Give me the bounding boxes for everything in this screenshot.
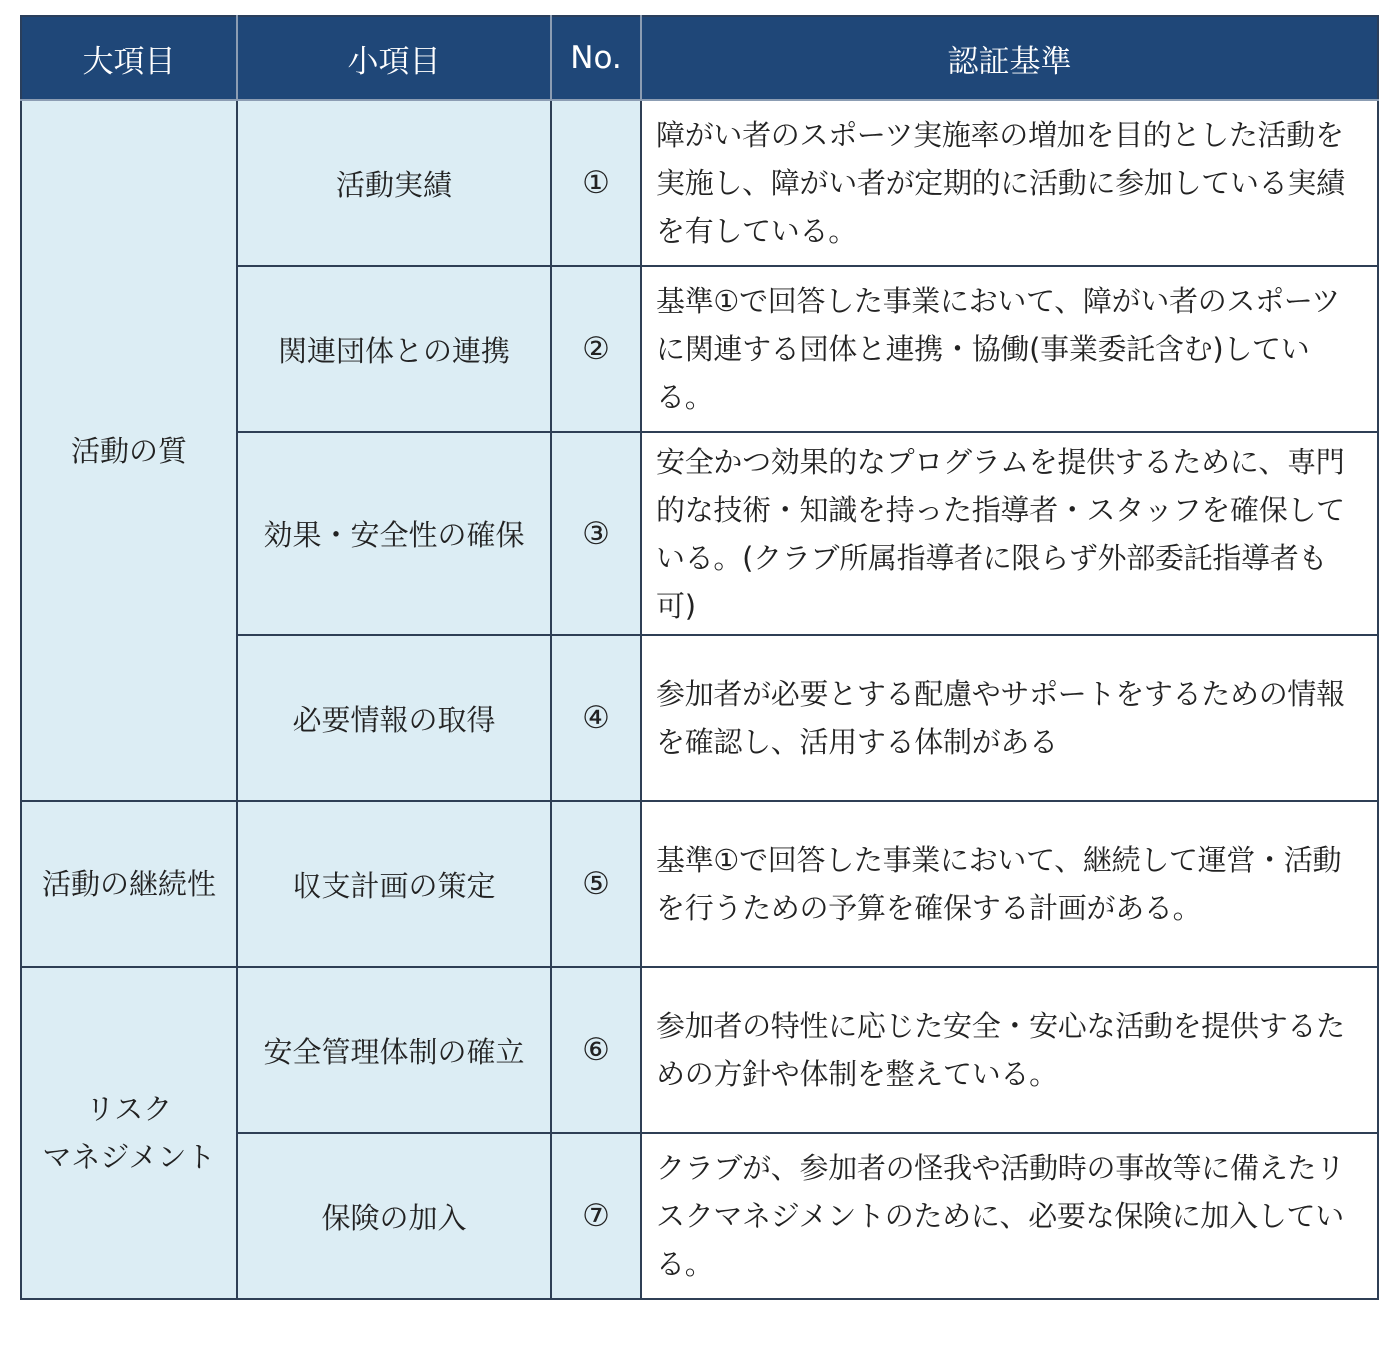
item-number: ⑥	[551, 967, 641, 1133]
criteria-text: 安全かつ効果的なプログラムを提供するために、専門的な技術・知識を持った指導者・スタッフを確保している。(クラブ所属指導者に限らず外部委託指導者も可)	[641, 432, 1378, 635]
minor-item: 保険の加入	[237, 1133, 551, 1299]
criteria-text: 参加者の特性に応じた安全・安心な活動を提供するための方針や体制を整えている。	[641, 967, 1378, 1133]
minor-item: 収支計画の策定	[237, 801, 551, 967]
table-header	[21, 16, 1378, 100]
minor-item: 活動実績	[237, 100, 551, 266]
table-row	[21, 100, 1378, 266]
minor-item: 安全管理体制の確立	[237, 967, 551, 1133]
item-number: ①	[551, 100, 641, 266]
criteria-text: 基準①で回答した事業において、継続して運営・活動を行うための予算を確保する計画がある。	[641, 801, 1378, 967]
criteria-text: 障がい者のスポーツ実施率の増加を目的とした活動を実施し、障がい者が定期的に活動に参加している実績を有している。	[641, 100, 1378, 266]
item-number: ④	[551, 635, 641, 801]
item-number: ②	[551, 266, 641, 432]
criteria-text: クラブが、参加者の怪我や活動時の事故等に備えたリスクマネジメントのために、必要な保険に加入している。	[641, 1133, 1378, 1299]
table-row	[21, 967, 1378, 1133]
header-criteria: 認証基準	[641, 16, 1378, 100]
table-body	[21, 100, 1378, 1299]
major-category-continuity: 活動の継続性	[21, 801, 237, 967]
criteria-text: 参加者が必要とする配慮やサポートをするための情報を確認し、活用する体制がある	[641, 635, 1378, 801]
header-minor: 小項目	[237, 16, 551, 100]
certification-criteria-table	[20, 15, 1379, 1300]
header-major: 大項目	[21, 16, 237, 100]
major-label-line2: マネジメント	[42, 1140, 216, 1174]
minor-item: 関連団体との連携	[237, 266, 551, 432]
major-category-risk-management	[21, 967, 237, 1299]
header-row	[21, 16, 1378, 100]
major-label-line1: リスク	[85, 1092, 173, 1126]
item-number: ⑤	[551, 801, 641, 967]
item-number: ③	[551, 432, 641, 635]
table-row	[21, 801, 1378, 967]
minor-item: 効果・安全性の確保	[237, 432, 551, 635]
item-number: ⑦	[551, 1133, 641, 1299]
major-category-quality: 活動の質	[21, 100, 237, 801]
header-no: No.	[551, 16, 641, 100]
minor-item: 必要情報の取得	[237, 635, 551, 801]
criteria-text: 基準①で回答した事業において、障がい者のスポーツに関連する団体と連携・協働(事業委託含む)している。	[641, 266, 1378, 432]
